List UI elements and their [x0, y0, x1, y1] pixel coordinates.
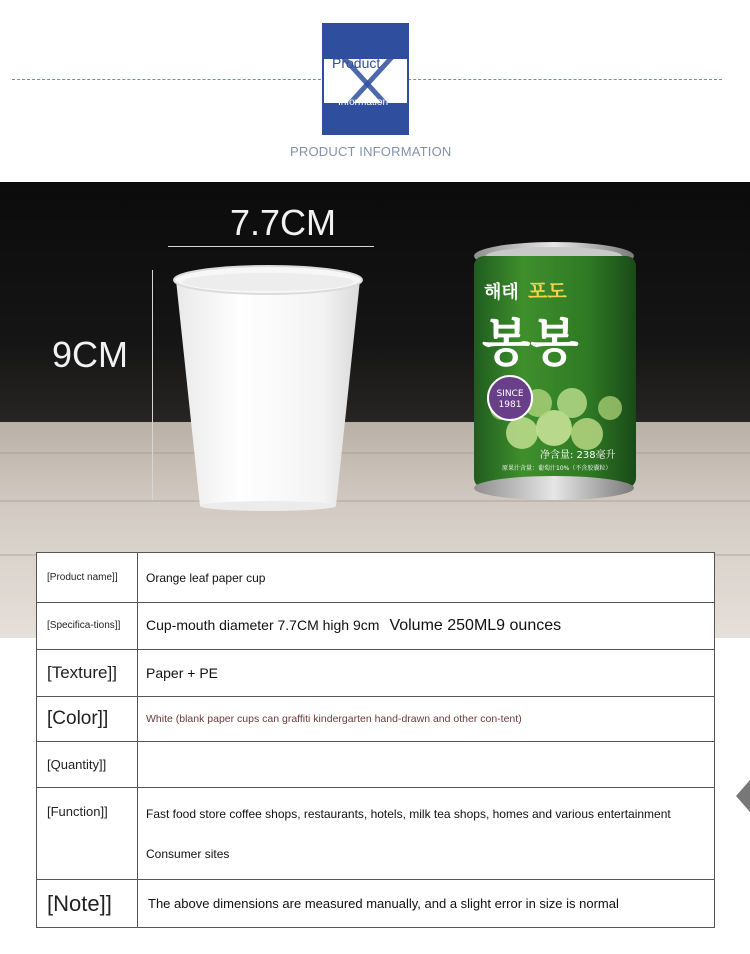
side-arrow-icon [736, 780, 750, 812]
can-juice-content: 原果汁含量：葡萄汁10%（不含胶囊粒） [502, 465, 612, 472]
spec-key-color: [Color]] [37, 697, 138, 742]
table-row [37, 603, 715, 650]
table-row [37, 788, 715, 880]
spec-value-texture: Paper + PE [138, 650, 715, 697]
table-row [37, 553, 715, 603]
spec-key-note: [Note]] [37, 880, 138, 928]
width-dimension-line [168, 246, 374, 247]
spec-value-color: White (blank paper cups can graffiti kindergarten hand-drawn and other con-tent) [146, 713, 522, 725]
spec-value-specifications [138, 603, 715, 650]
can-brand-small: 해태 [484, 282, 519, 303]
spec-value-function-cell [138, 788, 715, 880]
logo-line1: Product [332, 55, 381, 71]
spec-value-function: Fast food store coffee shops, restaurants, hotels, milk tea shops, homes and various entertainment [146, 806, 671, 821]
spec-key-texture: [Texture]] [37, 650, 138, 697]
spec-table [36, 552, 715, 928]
spec-value-product-name: Orange leaf paper cup [138, 553, 715, 603]
table-row [37, 697, 715, 742]
logo-line2: Information [338, 97, 389, 108]
spec-value-dimensions: Cup-mouth diameter 7.7CM high 9cm [146, 617, 380, 633]
table-row [37, 880, 715, 928]
spec-key-specifications: [Specifica-tions]] [37, 603, 138, 650]
product-info-logo [322, 23, 409, 135]
spec-value-volume: Volume 250ML9 ounces [389, 617, 562, 634]
spec-value-color-cell [138, 697, 715, 742]
can-brand-big: 봉봉 [482, 314, 579, 372]
grape-juice-can-image [462, 238, 647, 508]
spec-value-function-line2: Consumer sites [146, 846, 230, 861]
can-brand-flavor: 포도 [528, 279, 567, 303]
header [0, 0, 750, 182]
section-subtitle: PRODUCT INFORMATION [290, 144, 452, 159]
spec-value-note: The above dimensions are measured manually, and a slight error in size is normal [138, 880, 715, 928]
spec-key-quantity: [Quantity]] [37, 742, 138, 788]
can-year-label: 1981 [498, 400, 522, 410]
spec-value-quantity [138, 742, 715, 788]
height-dimension-line [152, 270, 153, 500]
spec-key-product-name: [Product name]] [37, 553, 138, 603]
spec-key-function: [Function]] [37, 788, 138, 880]
width-dimension-label: 7.7CM [230, 202, 337, 243]
table-row [37, 650, 715, 697]
logo-cross-icon [324, 25, 409, 135]
table-row [37, 742, 715, 788]
can-volume: 净含量: 238毫升 [540, 450, 616, 461]
can-since-label: SINCE [496, 389, 524, 399]
height-dimension-label: 9CM [52, 334, 129, 375]
paper-cup-image [168, 262, 368, 512]
